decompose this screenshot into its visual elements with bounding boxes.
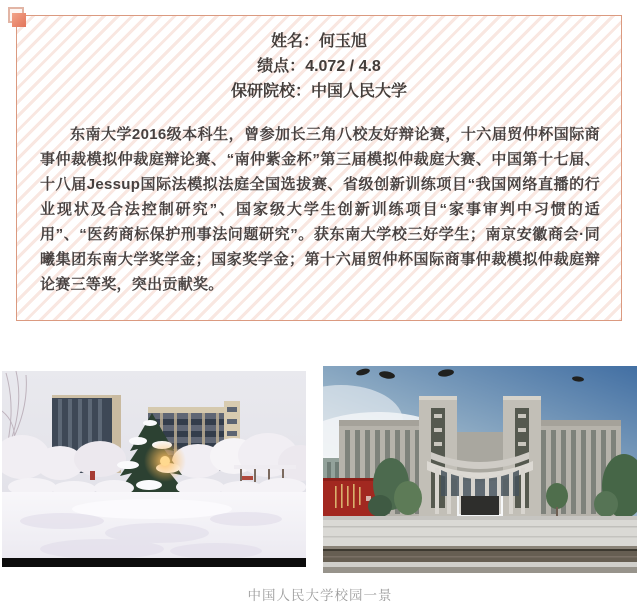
photo-caption: 中国人民大学校园一景	[247, 588, 393, 603]
field-school	[17, 79, 621, 104]
field-name-value: 何玉旭	[319, 33, 368, 50]
ruc-building-illustration	[323, 366, 637, 573]
field-gpa-label: 绩点：	[257, 58, 306, 75]
field-name-label: 姓名：	[270, 33, 319, 50]
snow-campus-illustration	[2, 371, 306, 567]
profile-bio: 东南大学2016级本科生，曾参加长三角八校友好辩论赛，十六届贸仲杯国际商事仲裁模拟仲裁庭辩论赛、“南仲紫金杯”第三届模拟仲裁庭大赛、中国第十七届、十八届Jessup国际法模拟法庭全国选拔赛、省级创新训练项目“我国网络直播的行业现状及合法控制研究”、国家级大学生创新训练项目“家事审判中习惯的适用”、“医药商标保护刑事法问题研究”。获东南大学校三好学生；南京安徽商会·同曦集团东南大学奖学金；国家奖学金；第十六届贸仲杯国际商事仲裁模拟仲裁庭辩论赛三等奖，突出贡献奖。	[40, 126, 600, 293]
ruc-building-photo[interactable]	[323, 366, 637, 573]
red-sign	[90, 471, 95, 480]
profile-card	[16, 15, 622, 321]
corner-square-fill-decoration	[12, 13, 26, 27]
field-school-label: 保研院校：	[230, 83, 311, 100]
red-wall	[323, 478, 377, 520]
plaza	[323, 516, 637, 573]
field-gpa	[17, 54, 621, 79]
field-school-value: 中国人民大学	[311, 83, 408, 100]
field-gpa-value: 4.072 / 4.8	[305, 58, 381, 75]
field-name	[17, 29, 621, 54]
photo-bottom-bar	[2, 558, 306, 567]
profile-fields	[17, 29, 621, 104]
lamp-glow	[144, 440, 186, 482]
snow-campus-photo[interactable]	[2, 371, 306, 567]
